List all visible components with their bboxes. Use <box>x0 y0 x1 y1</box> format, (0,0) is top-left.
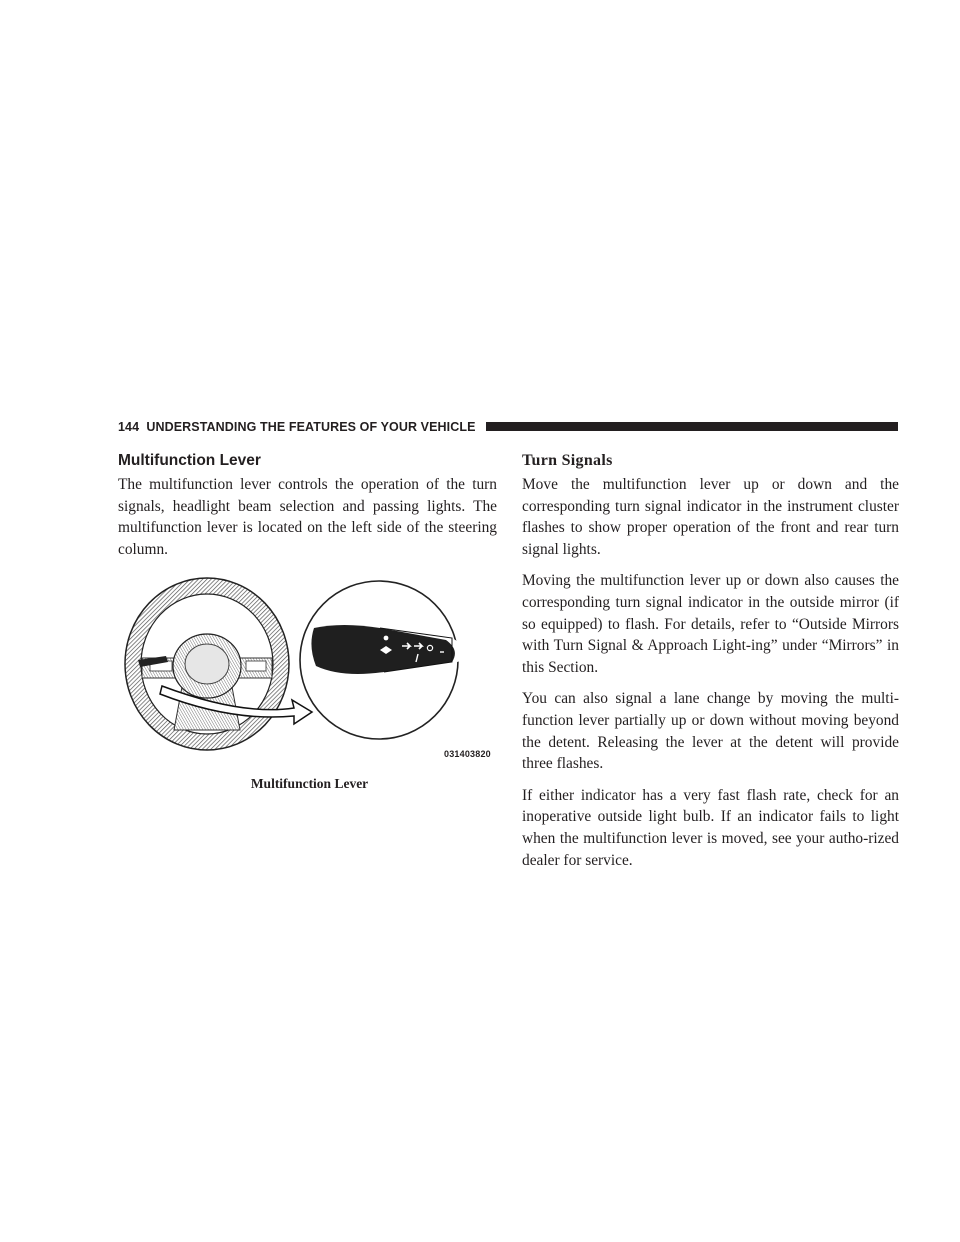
lever-detail-inset <box>300 581 467 739</box>
steering-wheel <box>125 578 289 750</box>
header-rule <box>486 422 898 431</box>
right-column <box>522 451 899 881</box>
turn-signals-paragraph: You can also signal a lane change by moving the multi-function lever partially up or down without moving beyond the detent. Releasing the lever at the detent will provide three flashes. <box>522 690 899 773</box>
steering-wheel-illustration <box>122 566 497 771</box>
header-text <box>118 419 476 435</box>
figure-caption: Multifunction Lever <box>250 776 369 791</box>
turn-signals-paragraph: Move the multifunction lever up or down and the corresponding turn signal indicator in the instrument cluster flashes to show proper operation of the front and rear turn signal lights. <box>522 476 899 558</box>
turn-signals-paragraph: If either indicator has a very fast flash rate, check for an inoperative outside light bulb. If an indicator fails to light when the multifunction lever is moved, see your autho-rized dealer for service. <box>522 786 899 869</box>
multifunction-lever-heading: Multifunction Lever <box>118 452 261 469</box>
turn-signals-paragraph: Moving the multifunction lever up or down also causes the corresponding turn signal indicator in the outside mirror (if so equipped) to flash. For details, refer to “Outside Mirrors with Turn Signal & Approach Light-ing” under “Mirrors” in this Section. <box>522 572 899 676</box>
page-header <box>118 419 898 435</box>
section-title: UNDERSTANDING THE FEATURES OF YOUR VEHICLE <box>146 420 476 434</box>
page-number: 144 <box>118 420 140 434</box>
multifunction-lever-figure <box>122 566 497 791</box>
figure-id: 031403820 <box>444 749 491 759</box>
left-column <box>118 451 497 570</box>
multifunction-lever-paragraph: The multifunction lever controls the operation of the turn signals, headlight beam selection and passing lights. The multifunction lever is located on the left side of the steering column. <box>118 476 497 558</box>
turn-signals-heading: Turn Signals <box>522 452 613 469</box>
